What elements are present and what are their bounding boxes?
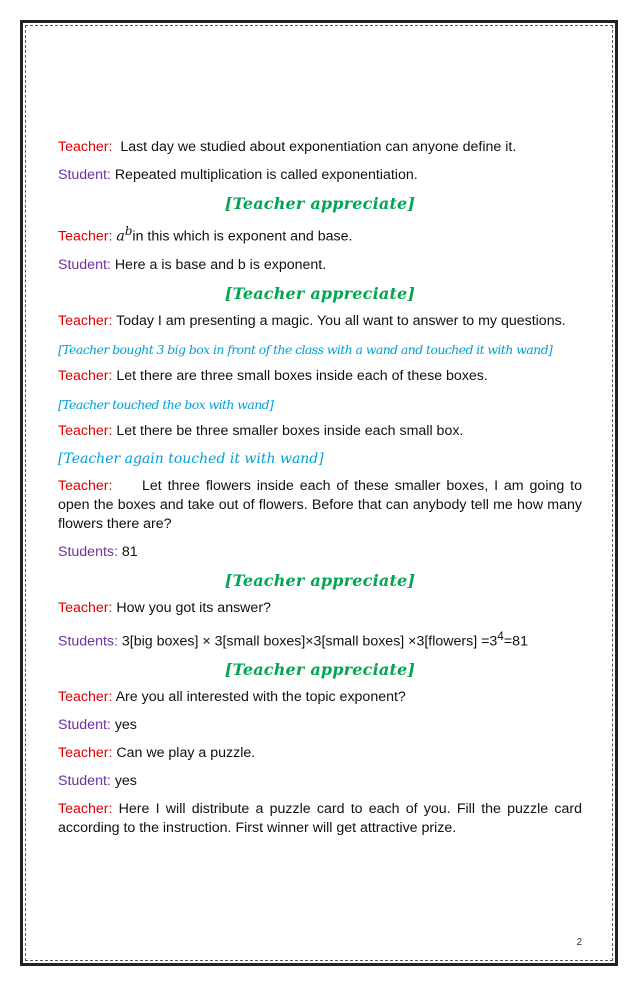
line-text: Today I am presenting a magic. You all want to answer to my questions. [116, 312, 566, 329]
line-text: Let there are three small boxes inside each of these boxes. [116, 367, 488, 384]
speaker-teacher: Teacher: [58, 477, 113, 494]
line-text: Are you all interested with the topic exponent? [115, 689, 406, 706]
appreciate-note: [Teacher appreciate] [224, 194, 416, 213]
dialogue-line [58, 627, 582, 652]
speaker-student: Student: [58, 717, 111, 734]
stage-direction: [Teacher again touched it with wand] [58, 450, 324, 467]
appreciate-note: [Teacher appreciate] [224, 660, 416, 680]
speaker-student: Student: [58, 773, 111, 790]
speaker-teacher: Teacher: [58, 689, 113, 706]
line-text: 81 [121, 543, 138, 560]
line-text: =81 [503, 633, 528, 650]
speaker-teacher: Teacher: [58, 228, 113, 245]
line-text: Last day we studied about exponentiation can anyone define it. [120, 139, 517, 155]
dialogue-line [58, 166, 582, 185]
speaker-teacher: Teacher: [58, 801, 113, 818]
line-text: in this which is exponent and base. [132, 228, 353, 245]
speaker-students: Students: [58, 543, 118, 560]
line-text: Let there be three smaller boxes inside each small box. [116, 422, 464, 439]
dialogue-line [58, 688, 582, 707]
speaker-teacher: Teacher: [58, 422, 113, 439]
speaker-students: Students: [58, 633, 118, 650]
speaker-teacher: Teacher: [58, 599, 113, 616]
math-exponent: 4 [497, 628, 504, 643]
dialogue-paragraph [58, 800, 582, 838]
speaker-student: Student: [58, 167, 111, 183]
stage-direction: [Teacher bought 3 big box in front of the class with a wand and touched it with wand] [58, 341, 553, 357]
dialogue-line [58, 599, 582, 618]
dialogue-line [58, 422, 582, 441]
math-exponent: b [124, 224, 133, 238]
dialogue-line [58, 256, 582, 275]
page-number: 2 [576, 937, 582, 948]
line-text: How you got its answer? [116, 599, 271, 616]
speaker-teacher: Teacher: [58, 312, 113, 329]
dialogue-line [58, 543, 582, 562]
dialogue-line [58, 312, 582, 331]
line-text: Repeated multiplication is called exponentiation. [114, 167, 418, 183]
dialogue-line [58, 744, 582, 763]
line-text: yes [114, 717, 137, 734]
math-base: a [116, 228, 125, 245]
dialogue-line [58, 222, 582, 247]
line-text: 3[big boxes] × 3[small boxes]×3[small boxes] ×3[flowers] =3 [121, 633, 498, 650]
line-text: Can we play a puzzle. [116, 745, 256, 762]
line-text: Let three flowers inside each of these smaller boxes, I am going to open the boxes and take out of flowers. Before that can anybody tell me how many flowers there are? [58, 477, 582, 532]
dialogue-line [58, 367, 582, 386]
line-text: Here I will distribute a puzzle card to each of you. Fill the puzzle card according to the instruction. First winner will get attractive prize. [58, 801, 582, 837]
line-text: yes [114, 773, 137, 790]
appreciate-note: [Teacher appreciate] [224, 283, 416, 303]
dialogue-paragraph [58, 477, 582, 534]
speaker-teacher: Teacher: [58, 745, 113, 762]
dialogue-line [58, 138, 582, 157]
dialogue-line [58, 716, 582, 735]
speaker-student: Student: [58, 256, 111, 273]
appreciate-note: [Teacher appreciate] [224, 570, 416, 590]
dialogue-line [58, 772, 582, 791]
speaker-teacher: Teacher: [58, 139, 113, 155]
stage-direction: [Teacher touched the box with wand] [58, 396, 274, 412]
dialogue-content [58, 138, 582, 847]
speaker-teacher: Teacher: [58, 367, 113, 384]
line-text: Here a is base and b is exponent. [114, 256, 327, 273]
